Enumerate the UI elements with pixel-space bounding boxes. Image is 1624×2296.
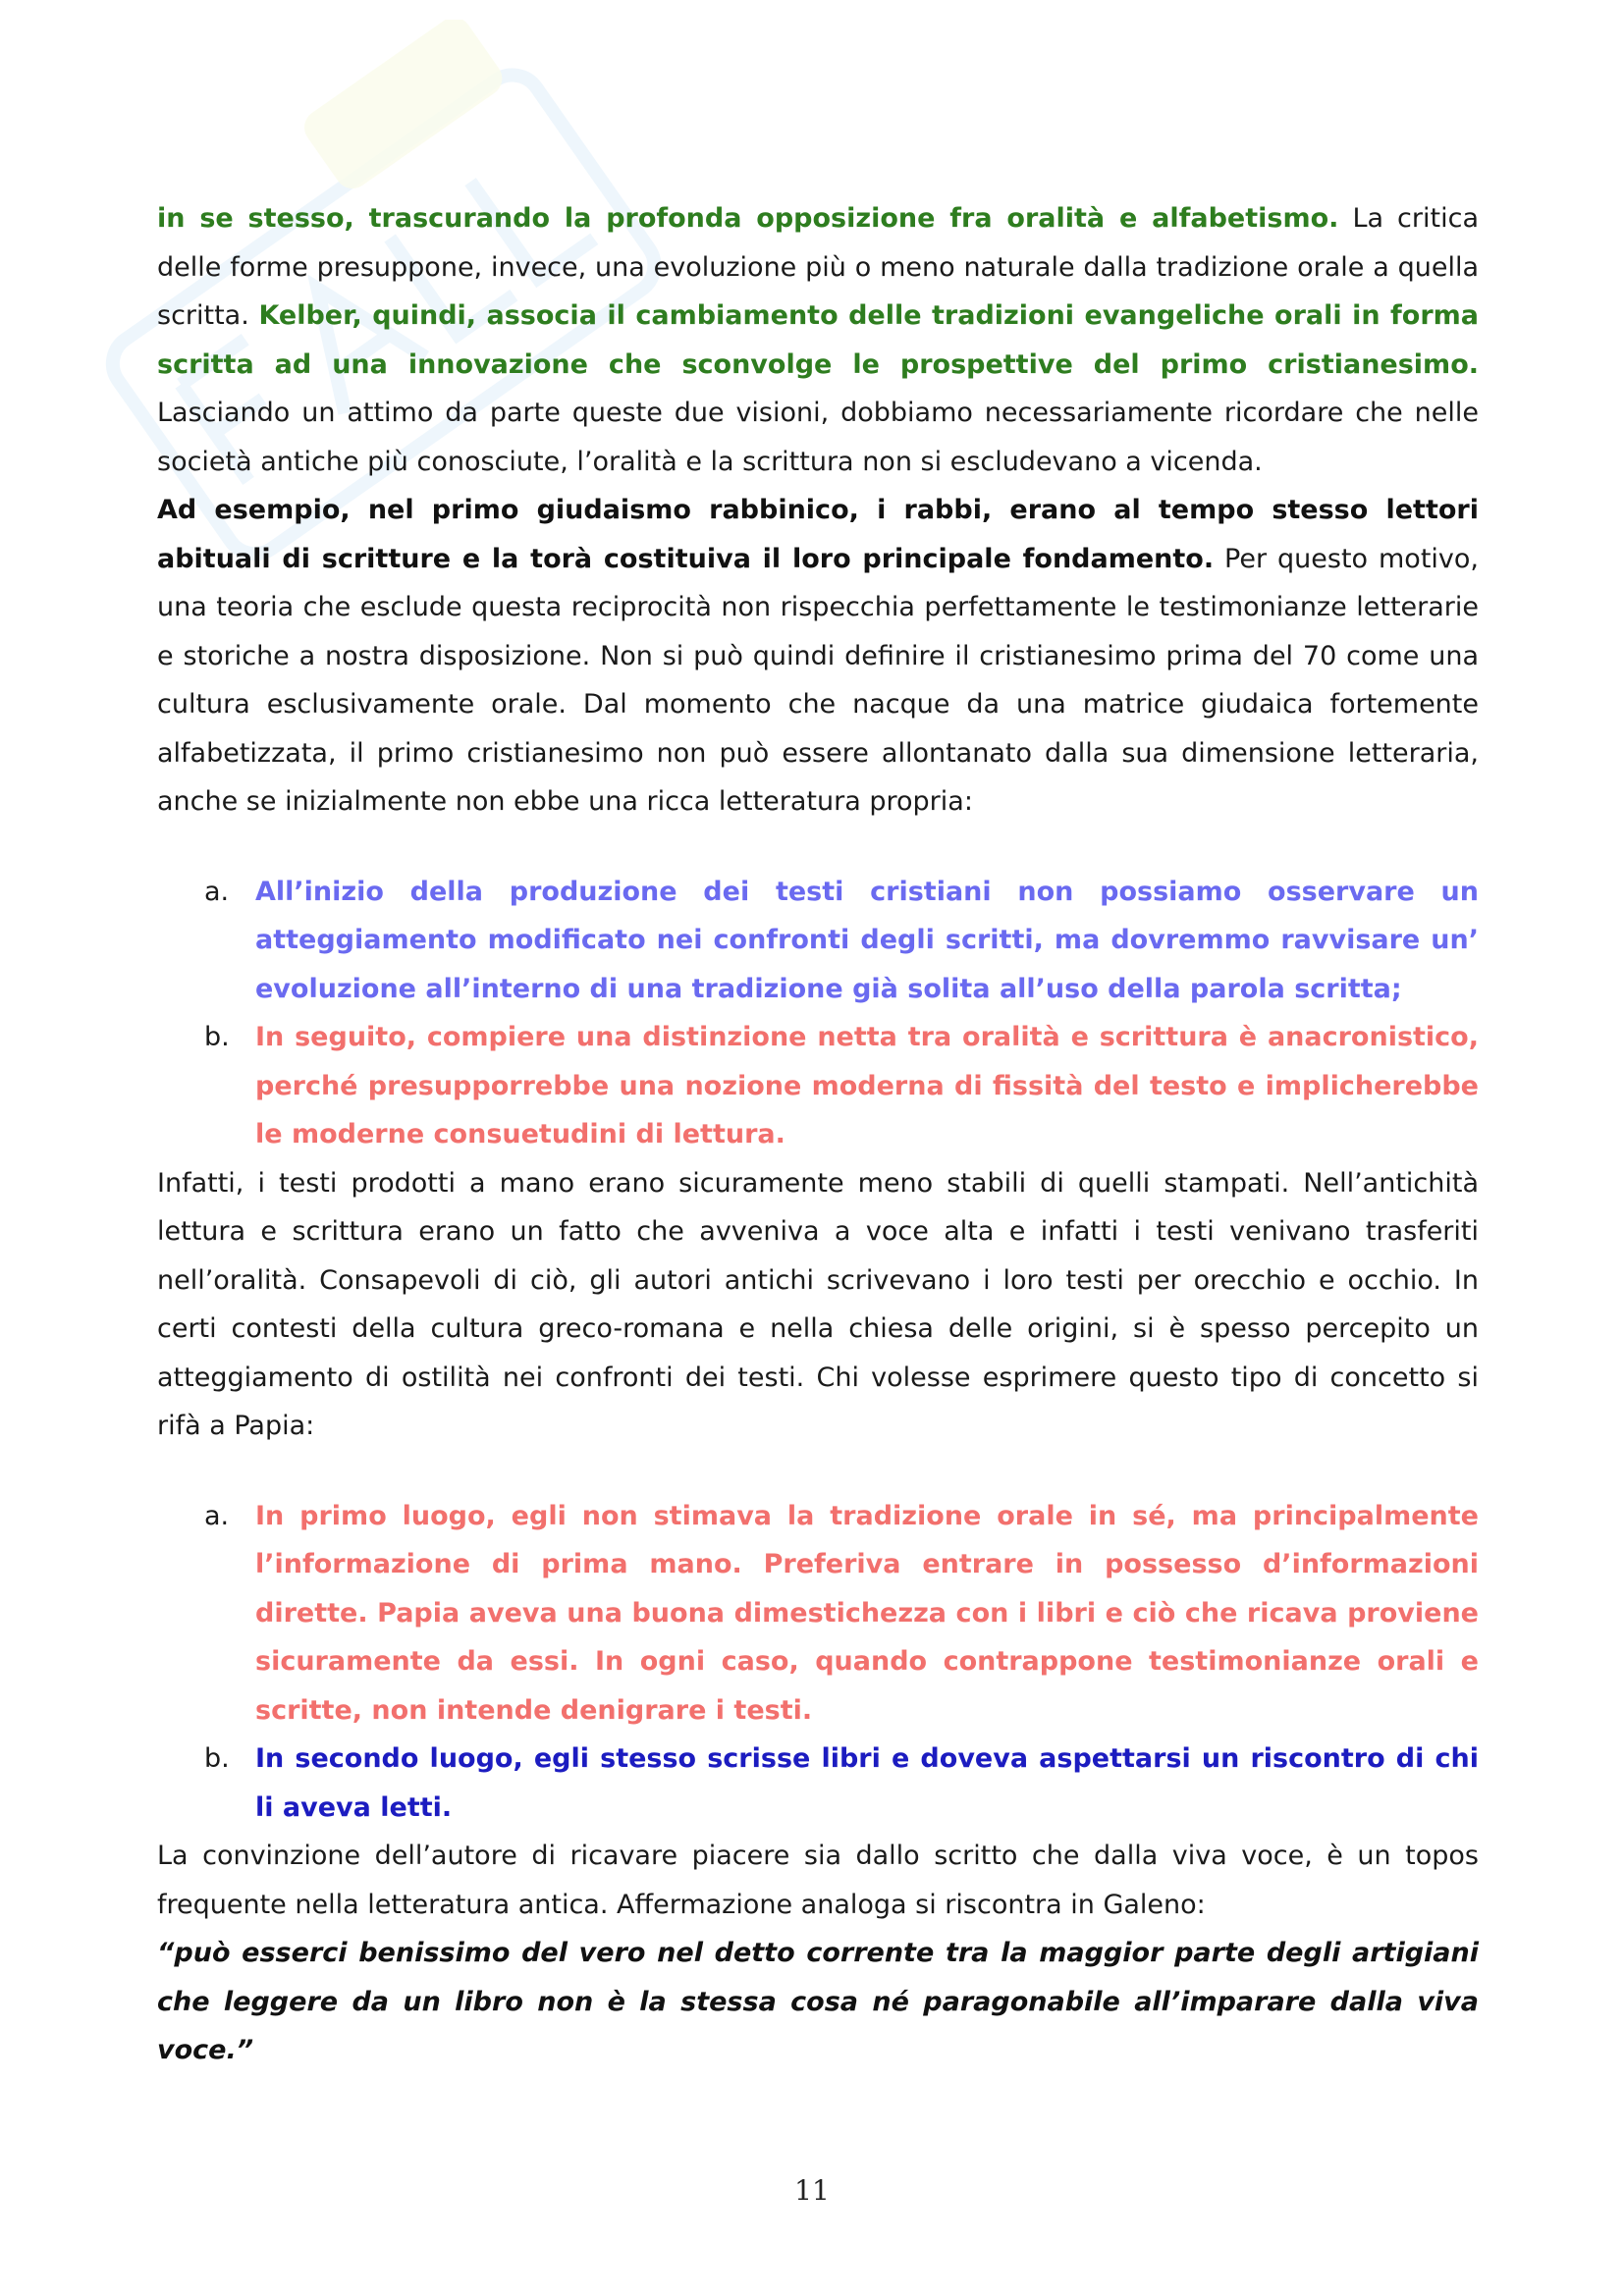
list-item-text: In primo luogo, egli non stimava la tradizione orale in sé, ma principalmente l’informazione di prima mano. Preferiva entrare in possesso d’informazioni dirette. Papia aveva una buona dimestichezza con i libri e ciò che ricava proviene sicuramente da essi. In ogni caso, quando contrappone testimonianze orali e scritte, non intende denigrare i testi. [255,1500,1479,1726]
list-item-text: In seguito, compiere una distinzione netta tra oralità e scrittura è anacronistico, perché presupporrebbe una nozione moderna di fissità del testo e implicherebbe le moderne consuetudini di lettura. [255,1022,1479,1149]
text-span: La critica delle forme presuppone, invece, una evoluzione più o meno naturale dalla tradizione orale a quella scritta. [157,203,1479,331]
paragraph-1 [157,194,1479,486]
list-item [157,1735,1479,1832]
spacer [157,1451,1479,1492]
list-marker: b. [204,1022,230,1052]
highlight-green-1: in se stesso, trascurando la profonda opposizione fra oralità e alfabetismo. [157,203,1339,234]
list-item-text: In secondo luogo, egli stesso scrisse libri e doveva aspettarsi un riscontro di chi li aveva letti. [255,1743,1479,1823]
list-item-text: All’inizio della produzione dei testi cristiani non possiamo osservare un atteggiamento modificato nei confronti degli scritti, ma dovremmo ravvisare un’ evoluzione all’interno di una tradizione già solita all’uso della parola scritta; [255,876,1479,1004]
list-1 [157,868,1479,1159]
list-marker: a. [204,876,230,907]
list-marker: b. [204,1743,230,1774]
spacer [157,827,1479,868]
text-span: Lasciando un attimo da parte queste due visioni, dobbiamo necessariamente ricordare che nelle società antiche più conosciute, l’oralità e la scrittura non si escludevano a vicenda. [157,398,1479,477]
list-2 [157,1492,1479,1833]
paragraph-2 [157,486,1479,827]
bold-statement: Ad esempio, nel primo giudaismo rabbinico, i rabbi, erano al tempo stesso lettori abituali di scritture e la torà costituiva il loro principale fondamento. [157,495,1479,574]
list-item [157,1492,1479,1735]
paragraph-4: La convinzione dell’autore di ricavare piacere sia dallo scritto che dalla viva voce, è un topos frequente nella letteratura antica. Affermazione analoga si riscontra in Galeno: [157,1841,1479,1920]
highlight-green-2: Kelber, quindi, associa il cambiamento delle tradizioni evangeliche orali in forma scritta ad una innovazione che sconvolge le prospettive del primo cristianesimo. [157,300,1479,380]
text-span: Per questo motivo, una teoria che esclude questa reciprocità non rispecchia perfettamente le testimonianze letterarie e storiche a nostra disposizione. Non si può quindi definire il cristianesimo prima del 70 come una cultura esclusivamente orale. Dal momento che nacque da una matrice giudaica fortemente alfabetizzata, il primo cristianesimo non può essere allontanato dalla sua dimensione letteraria, anche se inizialmente non ebbe una ricca letteratura propria: [157,543,1479,817]
list-item [157,1013,1479,1159]
list-item [157,868,1479,1014]
galen-quote: “può esserci benissimo del vero nel detto corrente tra la maggior parte degli artigiani che leggere da un libro non è la stessa cosa né paragonabile all’imparare dalla viva voce.” [157,1938,1479,2065]
document-body [157,194,1479,2075]
page-number: 11 [794,2174,830,2207]
list-marker: a. [204,1500,230,1531]
paragraph-3: Infatti, i testi prodotti a mano erano sicuramente meno stabili di quelli stampati. Nell’antichità lettura e scrittura erano un fatto che avveniva a voce alta e infatti i testi venivano trasferiti nell’oralità. Consapevoli di ciò, gli autori antichi scrivevano i loro testi per orecchio e occhio. In certi contesti della cultura greco-romana e nella chiesa delle origini, si è spesso percepito un atteggiamento di ostilità nei confronti dei testi. Chi volesse esprimere questo tipo di concetto si rifà a Papia: [157,1167,1479,1441]
